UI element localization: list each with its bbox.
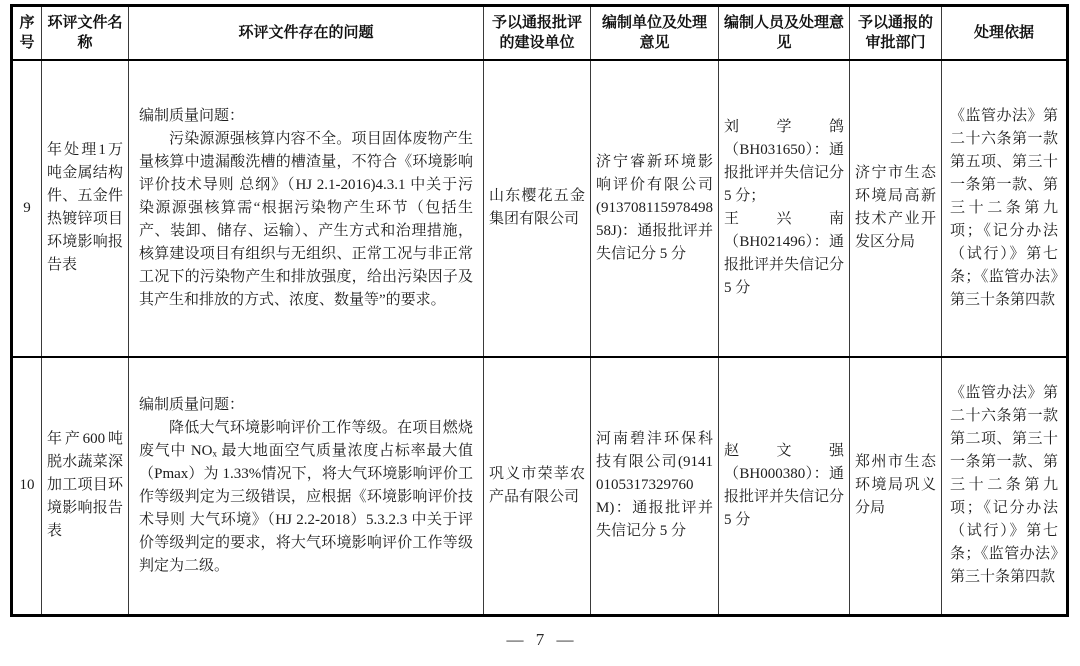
basis-text: 《监管办法》第二十六条第一款第五项、第三十一条第一款、第三十二条第九项；《记分办法（试行）》第七条；《监管办法》第三十条第四款: [950, 107, 1058, 308]
eia-violation-table: [10, 4, 1069, 617]
column-header-compiler-staff: 编制人员及处理意见: [719, 6, 850, 60]
problem-body: 污染源源强核算内容不全。项目固体废物产生量核算中遗漏酸洗槽的槽渣量，不符合《环境影响评价技术导则 总纲》（HJ 2.1-2016)4.3.1 中关于污染源源强核算需“根据污染物产生环节（包括生产、装卸、储存、运输）、产生方式和治理措施，核算建设项目有组织与无组织、正常工况与非正常工况下的污染物产生和排放强度，给出污染因子及其产生和排放的方式、浓度、数量等”的要求。: [139, 130, 473, 308]
builder-text: 巩义市荣莘农产品有限公司: [489, 465, 585, 505]
column-header-seq: 序号: [12, 6, 42, 60]
table-header-row: [12, 6, 1068, 60]
doc-name-text: 年处理1万吨金属结构件、五金件热镀锌项目环境影响报告表: [47, 142, 123, 273]
column-header-compiler-org: 编制单位及处理意见: [591, 6, 719, 60]
column-header-approval-dept: 予以通报的审批部门: [850, 6, 942, 60]
column-header-doc-name: 环评文件名称: [42, 6, 129, 60]
approval-dept-cell: [850, 60, 942, 357]
compiler-staff-entry: 刘学鸽（BH031650）：通报批评并失信记分 5 分；: [724, 119, 845, 204]
builder-cell: [484, 357, 591, 616]
table-row: [12, 60, 1068, 357]
compiler-staff-entry: 赵文强（BH000380）：通报批评并失信记分 5 分: [724, 442, 845, 528]
column-header-basis: 处理依据: [942, 6, 1068, 60]
compiler-org-text: 河南碧沣环保科技有限公司(91410105317329760M)：通报批评并失信记分 5 分: [596, 431, 713, 540]
problem-title: 编制质量问题：: [139, 107, 245, 124]
compiler-org-cell: [591, 60, 719, 357]
doc-name-cell: [42, 357, 129, 616]
compiler-org-cell: [591, 357, 719, 616]
builder-text: 山东樱花五金集团有限公司: [489, 188, 585, 227]
column-header-problems: 环评文件存在的问题: [129, 6, 484, 60]
compiler-staff-cell: [719, 60, 850, 357]
column-header-builder: 予以通报批评的建设单位: [484, 6, 591, 60]
doc-name-cell: [42, 60, 129, 357]
compiler-org-text: 济宁睿新环境影响评价有限公司(91370811597849858J)：通报批评并失信记分 5 分: [596, 153, 713, 262]
problems-cell: [129, 357, 484, 616]
compiler-staff-entry: 王兴南（BH021496）：通报批评并失信记分 5 分: [724, 211, 845, 296]
builder-cell: [484, 60, 591, 357]
page-number: — 7 —: [506, 630, 574, 649]
seq-cell: 9: [12, 60, 42, 357]
doc-name-text: 年产600吨脱水蔬菜深加工项目环境影响报告表: [47, 431, 123, 540]
problem-title: 编制质量问题：: [139, 396, 245, 413]
basis-cell: [942, 357, 1068, 616]
problem-body: 降低大气环境影响评价工作等级。在项目燃烧废气中 NOₓ 最大地面空气质量浓度占标率最大值（Pmax）为 1.33%情况下，将大气环境影响评价工作等级判定为三级错误，应根据《环境影响评价技术导则 大气环境》（HJ 2.2-2018）5.3.2.3 中关于评价等级判定的要求，将大气环境影响评价工作等级判定为二级。: [139, 419, 473, 574]
basis-text: 《监管办法》第二十六条第一款第二项、第三十一条第一款、第三十二条第九项；《记分办法（试行）》第七条；《监管办法》第三十条第四款: [950, 385, 1058, 586]
approval-dept-text: 郑州市生态环境局巩义分局: [855, 454, 936, 517]
approval-dept-cell: [850, 357, 942, 616]
problems-cell: [129, 60, 484, 357]
seq-cell: 10: [12, 357, 42, 616]
compiler-staff-cell: [719, 357, 850, 616]
approval-dept-text: 济宁市生态环境局高新技术产业开发区分局: [855, 165, 936, 250]
basis-cell: [942, 60, 1068, 357]
table-row: [12, 357, 1068, 616]
